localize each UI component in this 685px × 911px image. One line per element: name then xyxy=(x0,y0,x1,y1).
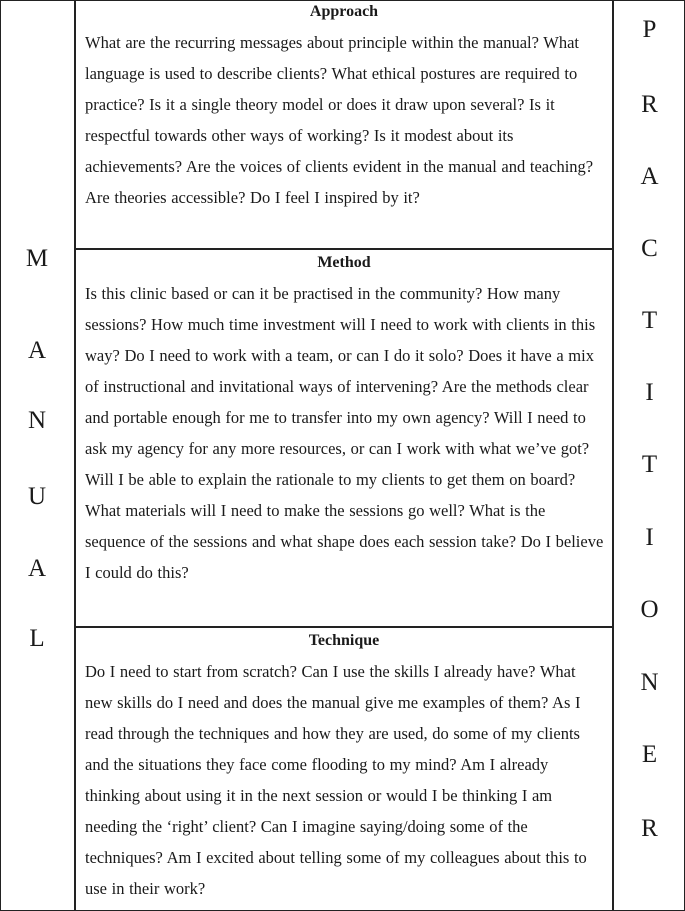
practitioner-letter: C xyxy=(641,235,658,262)
approach-text: What are the recurring messages about principle within the manual? What language is used to describe clients? What ethical postures are required to practice? Is it a single theory model or does it draw upon several? Is it respectful towards other ways of working? Is it modest about its achievements? Are the voices of clients evident in the manual and teaching? Are theories accessible? Do I feel I inspired by it? xyxy=(85,33,594,207)
approach-heading: Approach xyxy=(309,3,379,20)
manual-letter: L xyxy=(29,625,45,652)
manual-letter: A xyxy=(27,555,47,582)
practitioner-letter: I xyxy=(645,524,654,551)
practitioner-column xyxy=(614,0,685,911)
practitioner-letter: A xyxy=(640,163,659,190)
manual-letter: U xyxy=(27,483,47,510)
practitioner-letter: O xyxy=(640,596,659,623)
manual-column xyxy=(0,0,74,911)
method-text: Is this clinic based or can it be practised in the community? How many sessions? How much time investment will I need to work with clients in this way? Do I need to work with a team, or can I do it solo? Does it have a mix of instructional and invitational ways of intervening? Are the methods clear and portable enough for me to transfer into my own agency? Will I need to ask my agency for any more resources, or can I work with what we’ve got? Will I be able to explain the rationale to my clients to get them on board? What materials will I need to make the sessions go well? What is the sequence of the sessions and what shape does each session take? Do I believe I could do this? xyxy=(85,284,604,582)
approach-section xyxy=(76,0,612,248)
practitioner-letter: R xyxy=(641,91,658,118)
practitioner-letter: T xyxy=(641,451,658,478)
technique-section xyxy=(76,628,612,911)
practitioner-letter: T xyxy=(641,307,658,334)
practitioner-letter: R xyxy=(641,815,658,842)
method-heading: Method xyxy=(317,254,371,271)
practitioner-letter: I xyxy=(645,379,654,406)
manual-letter: M xyxy=(25,245,49,272)
manual-letter: N xyxy=(27,407,47,434)
practitioner-letter: E xyxy=(641,741,658,768)
practitioner-letter: P xyxy=(642,16,657,43)
manual-letter: A xyxy=(27,337,47,364)
technique-text: Do I need to start from scratch? Can I use the skills I already have? What new skills do I need and does the manual give me examples of them? As I read through the techniques and how they are used, do some of my clients and the situations they face come flooding to my mind? Am I already thinking about using it in the next session or would I be thinking I am needing the ‘right’ client? Can I imagine saying/doing some of the techniques? Am I excited about telling some of my colleagues about this to use in their work? xyxy=(85,662,587,898)
technique-heading: Technique xyxy=(308,632,380,649)
method-section xyxy=(76,250,612,626)
practitioner-letter: N xyxy=(640,669,659,696)
